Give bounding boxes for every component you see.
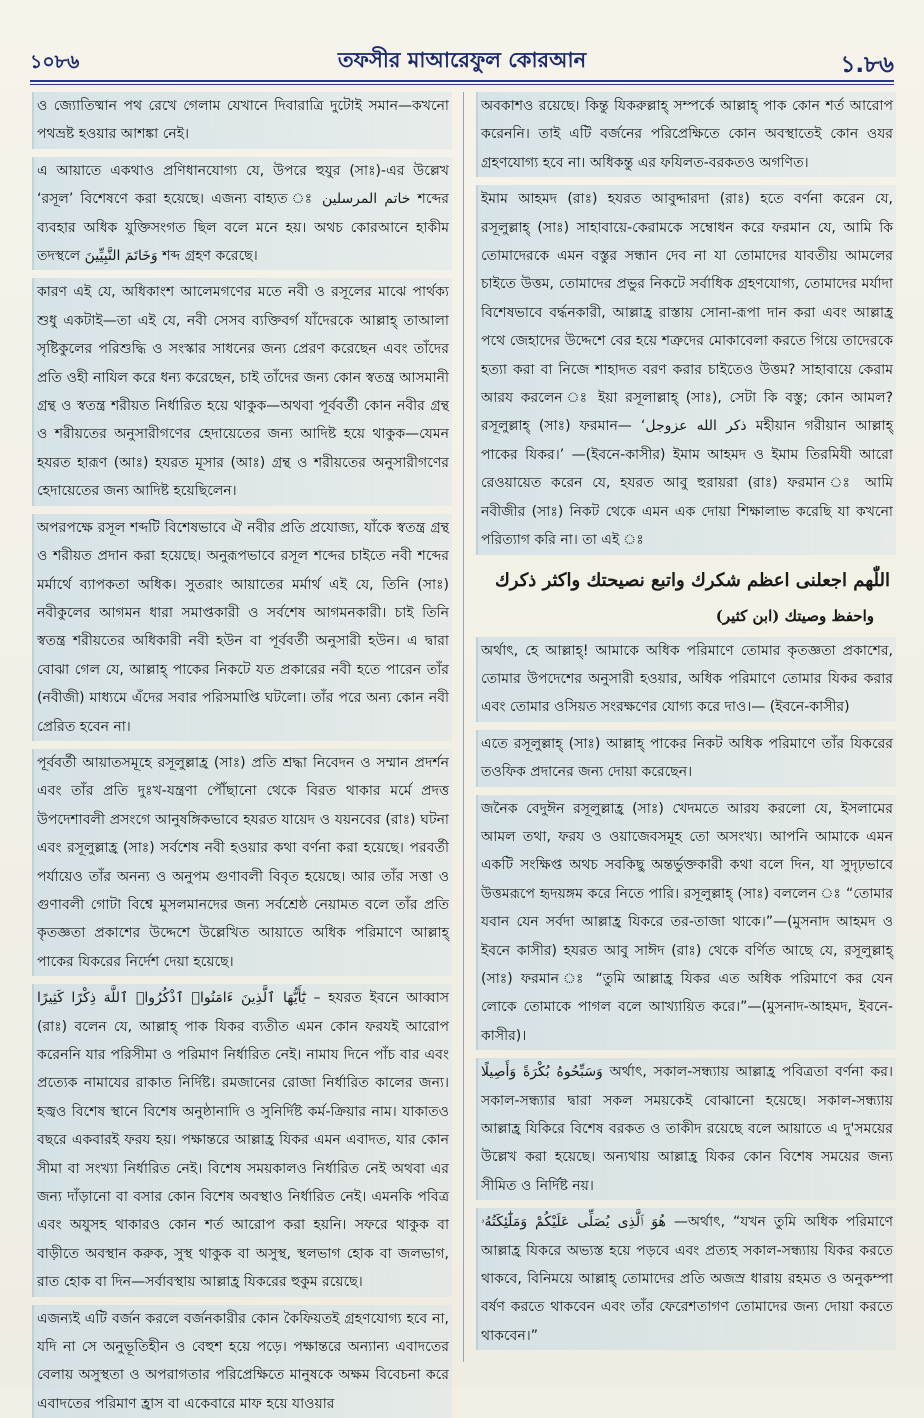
right-paragraph-1: অবকাশও রয়েছে। কিন্তু যিকরুল্লাহ্ সম্পর্কে আল্লাহ্ পাক কোন শর্ত আরোপ করেননি। তাই এটি বর্জনের পরিপ্রেক্ষিতে কোন অবস্থাতেই কোন ওযর গ্রহণযোগ্য হবে না। অধিকন্তু এর ফযিলত-বরকতও অগণিত। [476, 92, 896, 177]
right-paragraph-5: জনৈক বেদুঈন রসূলুল্লাহ্র (সাঃ) খেদমতে আরয করলো যে, ইসলামের আমল তথা, ফরয ও ওয়াজেবসমূহ তো অসংখ্য। আপনি আমাকে এমন একটি সংক্ষিপ্ত অথচ সবকিছু অন্তর্ভুক্তকারী কথা বলে দিন, যা সুদৃঢ়ভাবে উত্তমরূপে হৃদয়ঙ্গম করে নিতে পারি। রসূলুল্লাহ্ (সাঃ) বললেন ঃ “তোমার যবান যেন সর্বদা আল্লাহ্র যিকরে তর-তাজা থাকে।”—(মুসনাদ আহমদ ও ইবনে কাসীর) হযরত আবু সাঈদ (রাঃ) থেকে বর্ণিত আছে যে, রসূলুল্লাহ্ (সাঃ) ফরমান ঃ “তুমি আল্লাহ্র যিকর এত অধিক পরিমাণে কর যেন লোকে তোমাকে পাগল বলে আখ্যায়িত করে।”—(মুসনাদ-আহমদ, ইবনে-কাসীর)। [476, 795, 896, 1051]
left-column [32, 92, 452, 1412]
left-paragraph-2: এ আয়াতে একথাও প্রণিধানযোগ্য যে, উপরে হুযুর (সাঃ)-এর উল্লেখ ‘রসূল’ বিশেষণে করা হয়েছে। এজন্য বাহ্যত ঃ خاتم المرسلين শব্দের ব্যবহার অধিক যুক্তিসংগত ছিল বলে মনে হয়। অথচ কোরআনে হাকীম তদস্থলে وَخَاتَمَ النَّبِيِّينَ শব্দ গ্রহণ করেছে। [32, 157, 452, 271]
page-header [30, 30, 894, 80]
header-rule [30, 80, 894, 82]
right-paragraph-2: ইমাম আহমদ (রাঃ) হযরত আবুদ্দারদা (রাঃ) হতে বর্ণনা করেন যে, রসূলুল্লাহ্ (সাঃ) সাহাবায়ে-কেরামকে সম্বোধন করে ফরমান যে, আমি কি তোমাদেরকে এমন বস্তুর সন্ধান দেব না যা তোমাদের যাবতীয় আমলের চাইতে উত্তম, তোমাদের প্রভুর নিকটে সর্বাধিক গ্রহণযোগ্য, তোমাদের মর্যাদা বিশেষভাবে বর্দ্ধনকারী, আল্লাহ্র রাস্তায় সোনা-রূপা দান করা এবং আল্লাহ্র পথে জেহাদের উদ্দেশে বের হয়ে শত্রুদের মোকাবেলা করতে গিয়ে তাদেরকে হত্যা করা বা নিজে শাহাদত বরণ করার চাইতেও উত্তম? সাহাবায়ে কেরাম আরয করলেন ঃ ইয়া রসূলাল্লাহ্ (সাঃ), সেটা কি বস্তু; কোন আমল? রসূলুল্লাহ্ (সাঃ) ফরমান— ‘ذكر الله عزوجل মহীয়ান গরীয়ান আল্লাহ্ পাকের যিকর।’ —(ইবনে-কাসীর) ইমাম আহমদ ও ইমাম তিরমিযী আরো রেওয়ায়েত করেন যে, হযরত আবু হুরায়রা (রাঃ) ফরমান ঃ আমি নবীজীর (সাঃ) নিকট থেকে এমন এক দোয়া শিক্ষালাভ করেছি যা কখনো পরিত্যাগ করি না। তা এই ঃ [476, 185, 896, 554]
left-paragraph-3: কারণ এই যে, অধিকাংশ আলেমগণের মতে নবী ও রসূলের মাঝে পার্থক্য শুধু একটাই—তা এই যে, নবী সেসব ব্যক্তিবর্গ যাঁদেরকে আল্লাহ্ তাআলা সৃষ্টিকুলের পরিশুদ্ধি ও সংস্কার সাধনের জন্য প্রেরণ করেছেন এবং তাঁদের প্রতি ওহী নাযিল করে ধন্য করেছেন, চাই তাঁদের জন্য কোন স্বতন্ত্র আসমানী গ্রন্থ ও স্বতন্ত্র শরীয়ত নির্ধারিত হয়ে থাকুক—অথবা পূর্ববর্তী কোন নবীর গ্রন্থ ও শরীয়তের অনুসারীগণের হেদায়েতের জন্য আদিষ্ট হয়ে থাকুক—যেমন হযরত হারূণ (আঃ) হযরত মূসার (আঃ) গ্রন্থ ও শরীয়তের অনুসারীগণের হেদায়েতের জন্য আদিষ্ট হয়েছিলেন। [32, 278, 452, 505]
running-title: তফসীর মাআরেফুল কোরআন [337, 48, 587, 72]
page-number-right: ১.৮৬ [840, 52, 894, 78]
left-paragraph-5: পূর্ববর্তী আয়াতসমূহে রসূলুল্লাহ্র (সাঃ) প্রতি শ্রদ্ধা নিবেদন ও সম্মান প্রদর্শন এবং তাঁর প্রতি দুঃখ-যন্ত্রণা পৌঁছানো থেকে বিরত থাকার মর্মে প্রদত্ত উপদেশাবলী প্রসংগে আনুষঙ্গিকভাবে হযরত যায়েদ ও যয়নবের (রাঃ) ঘটনা এবং রসূলুল্লাহ্র (সাঃ) সর্বশেষ নবী হওয়ার কথা বর্ণনা করা হয়েছে। পরবর্তী পর্যায়েও তাঁর অনন্য ও অনুপম গুণাবলী বিবৃত হয়েছে। আর তাঁর সত্তা ও গুণাবলী গোটা বিশ্বে মুসলমানদের জন্য সর্বশ্রেষ্ঠ নেয়ামত বলে তাঁর প্রতি কৃতজ্ঞতা প্রকাশের উদ্দেশে উল্লেখিত আয়াতে অধিক পরিমাণে আল্লাহ্ পাকের যিকরের নির্দেশ দেয়া হয়েছে। [32, 749, 452, 976]
arabic-dua-line-2: واحفظ وصيتك (ابن كثير) [715, 606, 874, 625]
left-paragraph-1: ও জ্যোতিষ্মান পথ রেখে গেলাম যেখানে দিবারাত্রি দুটোই সমান—কখনো পথভ্রষ্ট হওয়ার আশঙ্কা নেই। [32, 92, 452, 149]
page-number-left: ১০৮৬ [30, 51, 80, 73]
right-column [476, 92, 896, 1364]
right-paragraph-7: هُوَ ٱلَّذِى يُصَلِّى عَلَيْكُمْ وَمَلَٰٓئِكَتُهُۥ —অর্থাৎ, “যখন তুমি অধিক পরিমাণে আল্লাহ্র যিকরে অভ্যস্ত হয়ে পড়বে এবং প্রত্যহ সকাল-সন্ধ্যায় যিকর করতে থাকবে, বিনিময়ে আল্লাহ্ তোমাদের প্রতি অজস্র ধারায় রহমত ও অনুকম্পা বর্ষণ করতে থাকবেন এবং তাঁর ফেরেশতাগণ তোমাদের জন্য দোয়া করতে থাকবেন।” [476, 1208, 896, 1350]
left-paragraph-4: অপরপক্ষে রসূল শব্দটি বিশেষভাবে ঐ নবীর প্রতি প্রযোজ্য, যাঁকে স্বতন্ত্র গ্রন্থ ও শরীয়ত প্রদান করা হয়েছে। অনুরূপভাবে রসূল শব্দের চাইতে নবী শব্দের মর্মার্থে ব্যাপকতা অধিক। সুতরাং আয়াতের মর্মার্থ এই যে, তিনি (সাঃ) নবীকুলের আগমন ধারা সমাপ্তকারী ও সর্বশেষ আগমনকারী। চাই তিনি স্বতন্ত্র শরীয়তের অধিকারী নবী হউন বা পূর্ববর্তী অনুসারী হউন। এ দ্বারা বোঝা গেল যে, আল্লাহ্ পাকের নিকটে যত প্রকারের নবী হতে পারেন তাঁর (নবীজী) মাধ্যমে এঁদের সবার পরিসমাপ্তি ঘটলো। তাঁর পরে অন্য কোন নবী প্রেরিত হবেন না। [32, 514, 452, 741]
column-divider [463, 92, 464, 1362]
arabic-dua-line-1: اللّٰهم اجعلنى اعظم شكرك واتبع نصيحتك واكثر ذكرك [494, 569, 890, 591]
header-rule-thin [30, 84, 894, 85]
right-paragraph-6: وَسَبِّحُوهُ بُكْرَةً وَأَصِيلًا অর্থাৎ, সকাল-সন্ধ্যায় আল্লাহ্র পবিত্রতা বর্ণনা কর। সকাল-সন্ধ্যার দ্বারা সকল সময়কেই বোঝানো হয়েছে। সকাল-সন্ধ্যায় আল্লাহ্র যিকিরে বিশেষ বরকত ও তাকীদ রয়েছে বলে আয়াতে এ দু'সময়ের উল্লেখ করা হয়েছে। অন্যথায় আল্লাহ্র যিকর কোন বিশেষ সময়ের জন্য সীমিত ও নির্দিষ্ট নয়। [476, 1058, 896, 1200]
left-paragraph-6: يَٰٓأَيُّهَا ٱلَّذِينَ ءَامَنُوا۟ ٱذْكُرُوا۟ ٱللَّهَ ذِكْرًا كَثِيرًا – হযরত ইবনে আব্বাস (রাঃ) বলেন যে, আল্লাহ্ পাক যিকর ব্যতীত এমন কোন ফরযই আরোপ করেননি যার পরিসীমা ও পরিমাণ নির্ধারিত নেই। নামায দিনে পাঁচ বার এবং প্রত্যেক নামাযের রাকাত নির্দিষ্ট। রমজানের রোজা নির্ধারিত কালের জন্য। হজ্বও বিশেষ স্থানে বিশেষ অনুষ্ঠানাদি ও সুনির্দিষ্ট কর্ম-ক্রিয়ার নাম। যাকাতও বছরে একবারই ফরয হয়। পক্ষান্তরে আল্লাহ্র যিকর এমন এবাদত, যার কোন সীমা বা সংখ্যা নির্ধারিত নেই। বিশেষ সময়কালও নির্ধারিত নেই অথবা এর জন্য দাঁড়ানো বা বসার কোন বিশেষ অবস্থাও নির্ধারিত নেই। এমনকি পবিত্র এবং অযুসহ থাকারও কোন শর্ত আরোপ করা হয়নি। সফরে থাকুক বা বাড়ীতে অবস্থান করুক, সুস্থ থাকুক বা অসুস্থ, স্থলভাগ হোক বা জলভাগ, রাত হোক বা দিন—সর্বাবস্থায় আল্লাহ্র যিকরের হুকুম রয়েছে। [32, 984, 452, 1296]
left-paragraph-7: এজন্যই এটি বর্জন করলে বর্জনকারীর কোন কৈফিয়তই গ্রহণযোগ্য হবে না, যদি না সে অনুভূতিহীন ও বেহুশ হয়ে পড়ে। পক্ষান্তরে অন্যান্য এবাদতের বেলায় অসুস্থতা ও অপরাগতার পরিপ্রেক্ষিতে মানুষকে অক্ষম বিবেচনা করে এবাদতের পরিমাণ হ্রাস বা একেবারে মাফ হয়ে যাওয়ার [32, 1305, 452, 1418]
right-paragraph-3: অর্থাৎ, হে আল্লাহ্! আমাকে অধিক পরিমাণে তোমার কৃতজ্ঞতা প্রকাশের, তোমার উপদেশের অনুসারী হওয়ার, অধিক পরিমাণে তোমার যিকর করার এবং তোমার ওসিয়ত সংরক্ষণের যোগ্য করে দাও।— (ইবনে-কাসীর) [476, 637, 896, 722]
right-paragraph-4: এতে রসূলুল্লাহ্ (সাঃ) আল্লাহ্ পাকের নিকট অধিক পরিমাণে তাঁর যিকরের তওফিক প্রদানের জন্য দোয়া করেছেন। [476, 730, 896, 787]
